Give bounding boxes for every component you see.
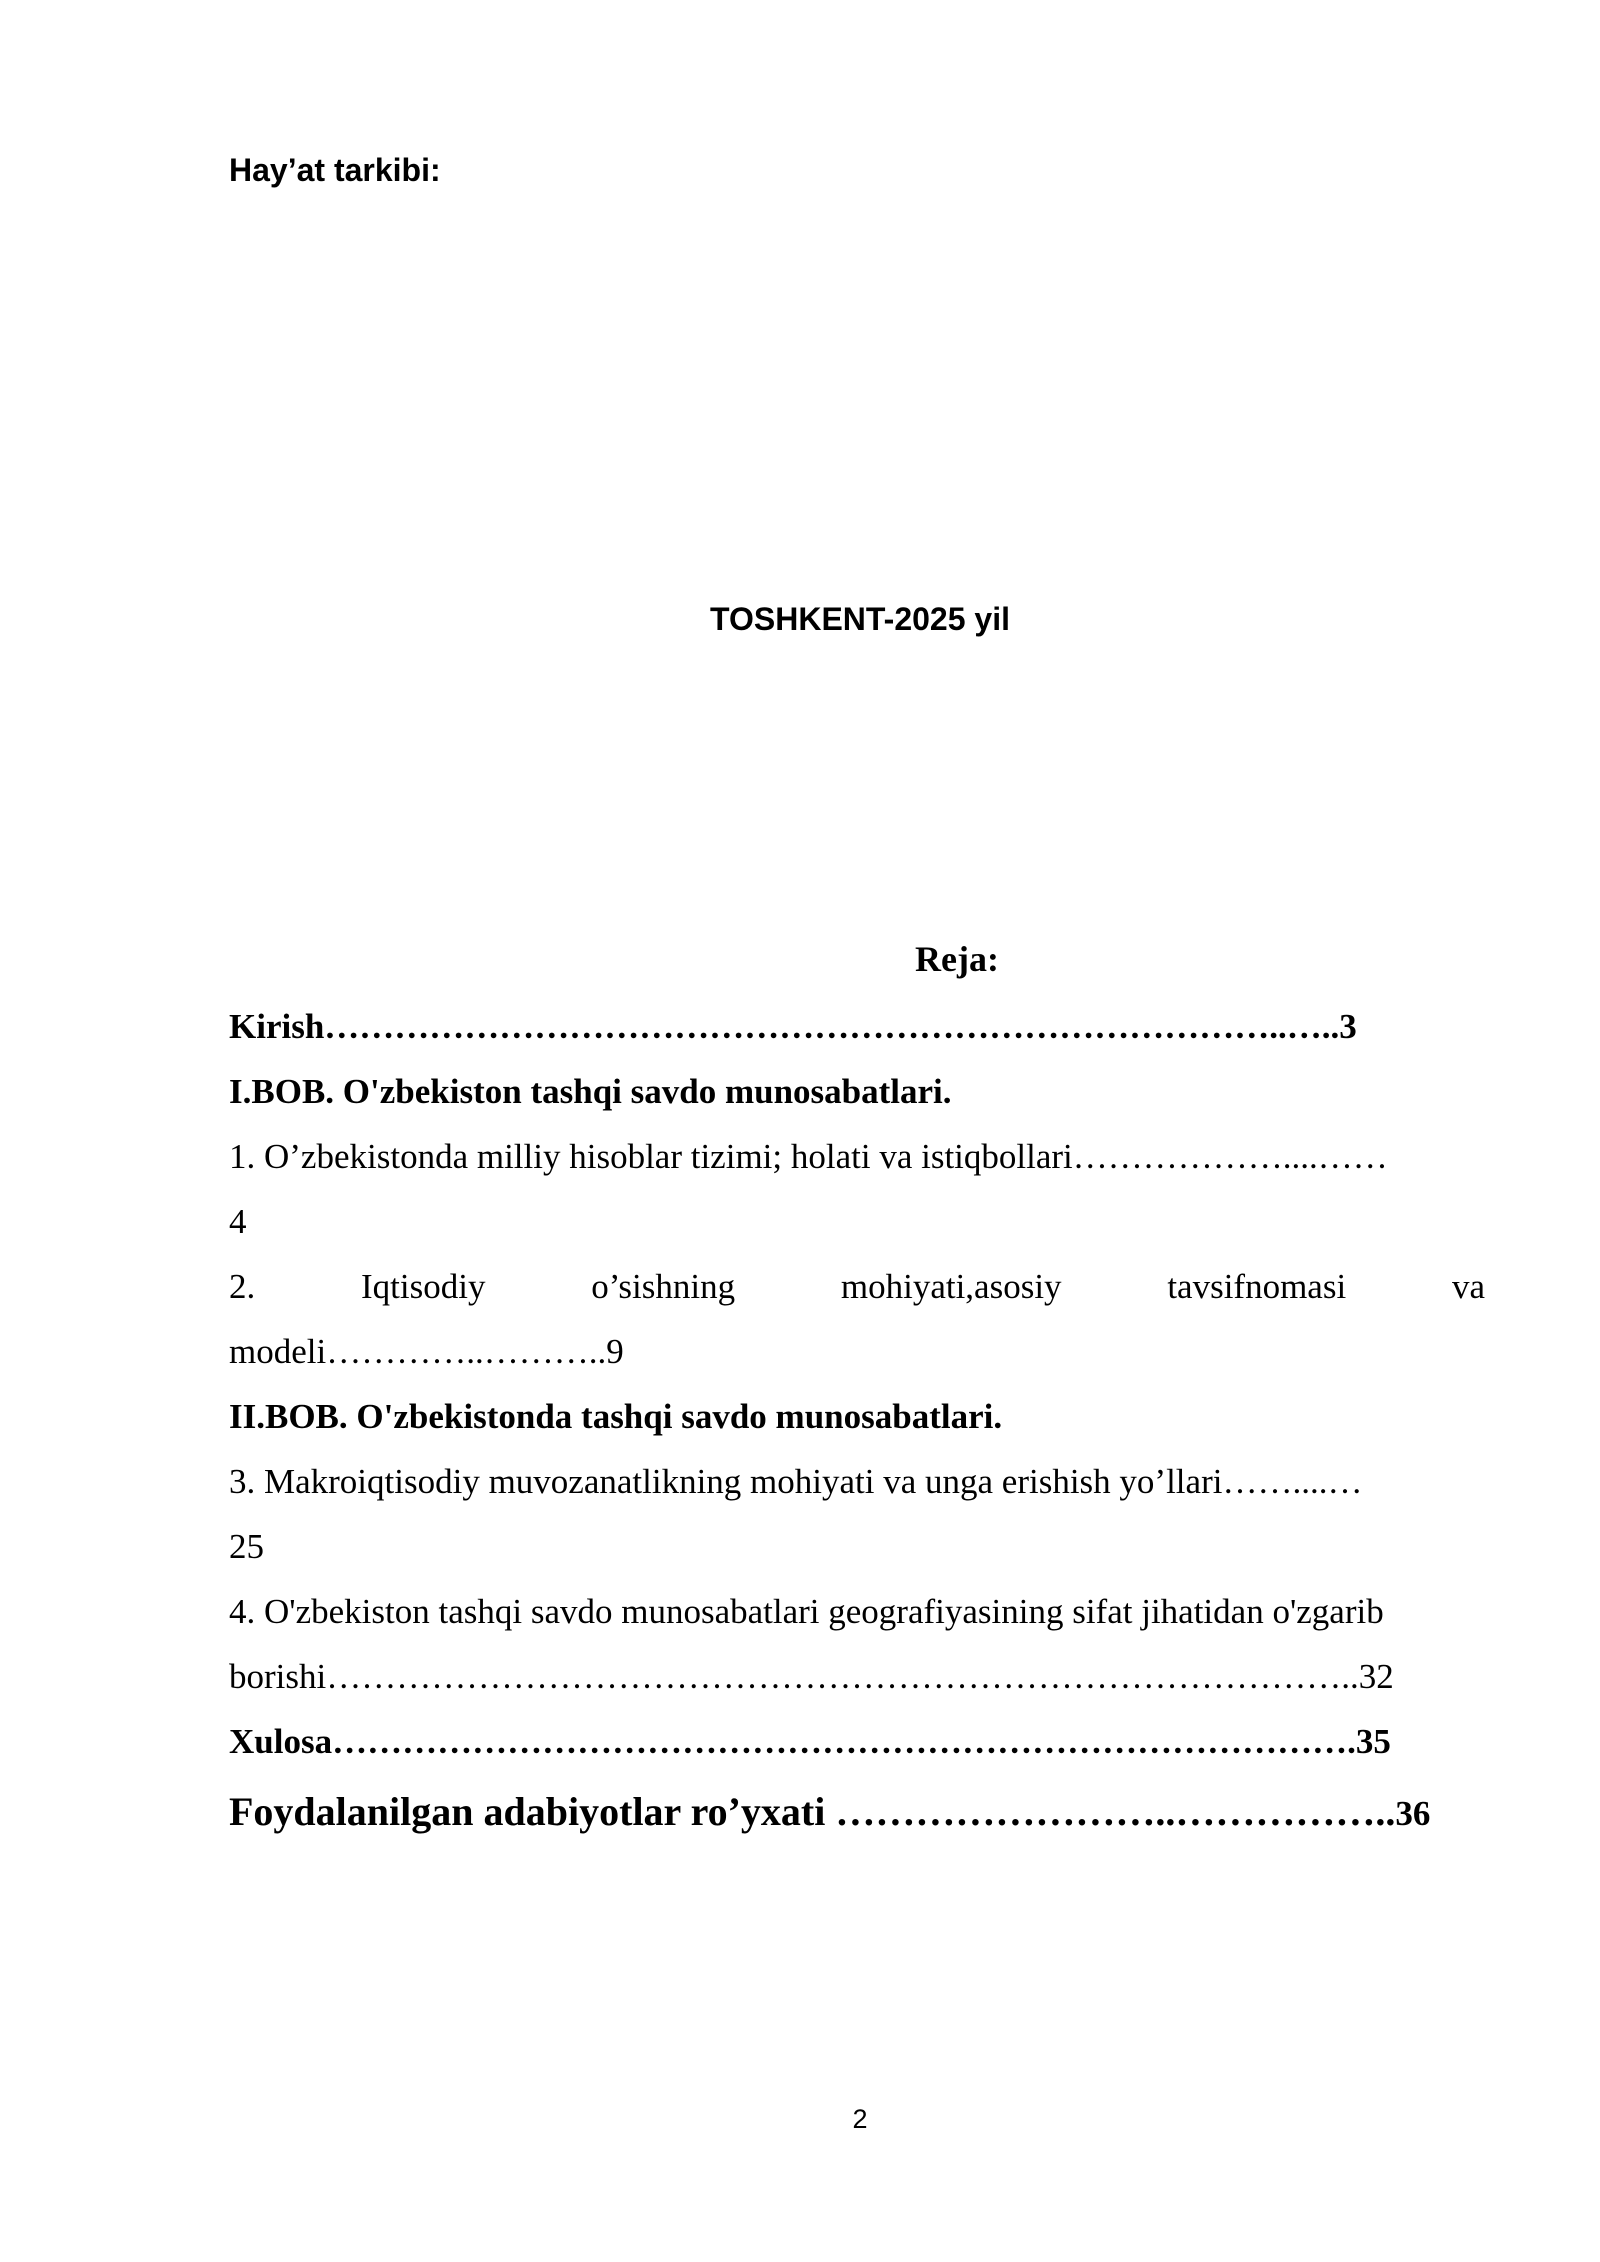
- toc-item-1: 1. O’zbekistonda milliy hisoblar tizimi; holati va istiqbollari………………....……: [229, 1137, 1388, 1176]
- toc-item-2-word: o’sishning: [591, 1267, 736, 1306]
- toc-item-2-word: mohiyati,asosiy: [840, 1267, 1062, 1306]
- toc-item-2-word: tavsifnomasi: [1167, 1267, 1347, 1306]
- toc-item-3-page: 25: [229, 1527, 264, 1566]
- plan-title: Reja:: [915, 939, 999, 979]
- table-of-contents: [229, 930, 1485, 1850]
- toc-item-3: 3. Makroiqtisodiy muvozanatlikning mohiyati va unga erishish yo’llari……....…: [229, 1462, 1363, 1501]
- toc-chapter-1: I.BOB. O'zbekiston tashqi savdo munosabatlari.: [229, 1072, 952, 1111]
- city-year-title: TOSHKENT-2025 yil: [710, 601, 1010, 637]
- committee-label: Hay’at tarkibi:: [229, 152, 441, 188]
- toc-item-2: [229, 1254, 1485, 1319]
- toc-item-2-word: va: [1451, 1267, 1485, 1306]
- toc-item-4-page: borishi……………………………………………………………………………..32: [229, 1657, 1394, 1696]
- toc-intro: Kirish………………………………………………………………………..…..3: [229, 1007, 1357, 1046]
- page-number: 2: [852, 2104, 868, 2134]
- toc-chapter-2: II.BOB. O'zbekistonda tashqi savdo munosabatlari.: [229, 1397, 1003, 1436]
- toc-item-2-page: modeli…………..………..9: [229, 1332, 624, 1371]
- toc-conclusion: Xulosa…………………………………………………………………………….35: [229, 1722, 1391, 1761]
- toc-item-2-word: Iqtisodiy: [361, 1267, 486, 1306]
- toc-references: [229, 1774, 1485, 1850]
- toc-item-4: 4. O'zbekiston tashqi savdo munosabatlari geografiyasining sifat jihatidan o'zgarib: [229, 1592, 1384, 1631]
- toc-item-1-page: 4: [229, 1202, 247, 1241]
- toc-references-page: 36: [1395, 1794, 1431, 1833]
- toc-references-label: Foydalanilgan adabiyotlar ro’yxati ……………………..……………..: [229, 1789, 1396, 1834]
- toc-item-2-word: 2.: [229, 1267, 256, 1306]
